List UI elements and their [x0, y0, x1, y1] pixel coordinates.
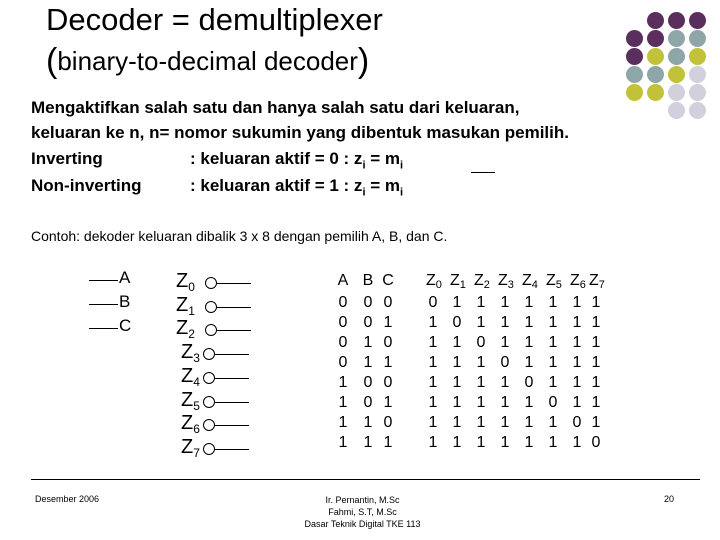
- inverting-eq: = m: [365, 149, 400, 168]
- truth-table-cell: 1: [524, 434, 534, 451]
- truth-table-cell: 1: [548, 414, 558, 431]
- truth-table-cell: 1: [548, 434, 558, 451]
- noninverting-z-sub: i: [362, 186, 366, 199]
- output-base: Z: [181, 388, 194, 411]
- truth-table-output-header: [498, 272, 514, 291]
- truth-table-cell: 0: [548, 394, 558, 411]
- truth-table-cell: 1: [524, 394, 534, 411]
- truth-table-cell: 1: [524, 294, 534, 311]
- noninverting-eq: = m: [365, 176, 400, 195]
- output-subscript: 4: [193, 374, 200, 389]
- truth-table-cell: 1: [383, 434, 393, 451]
- truth-table-cell: 1: [591, 354, 601, 371]
- truth-table-cell: 1: [452, 354, 462, 371]
- truth-table-cell: 1: [572, 394, 582, 411]
- noninverting-rule-text: : keluaran aktif = 1 : z: [190, 176, 363, 195]
- truth-table-cell: 1: [548, 314, 558, 331]
- header-base: Z: [546, 272, 556, 289]
- decoder-input-label: B: [119, 292, 131, 311]
- header-base: Z: [474, 272, 484, 289]
- truth-table-cell: 1: [500, 414, 510, 431]
- output-subscript: 6: [193, 422, 200, 437]
- truth-table-cell: 0: [383, 334, 393, 351]
- truth-table-cell: 1: [452, 374, 462, 391]
- truth-table-cell: 1: [338, 394, 348, 411]
- truth-table-cell: 1: [338, 414, 348, 431]
- truth-table-cell: 1: [500, 334, 510, 351]
- inverting-z-sub: i: [362, 159, 366, 172]
- truth-table-cell: 1: [428, 434, 438, 451]
- truth-table-cell: 1: [338, 374, 348, 391]
- truth-table-cell: 0: [591, 434, 601, 451]
- truth-table-cell: 0: [383, 414, 393, 431]
- header-base: Z: [450, 272, 460, 289]
- truth-table-cell: 1: [500, 314, 510, 331]
- truth-table-cell: 0: [338, 334, 348, 351]
- truth-table-cell: 1: [452, 334, 462, 351]
- output-subscript: 2: [188, 327, 195, 342]
- truth-table-cell: 1: [363, 434, 373, 451]
- truth-table-cell: 1: [476, 374, 486, 391]
- truth-table-cell: 1: [363, 354, 373, 371]
- header-base: Z: [522, 272, 532, 289]
- truth-table-cell: 1: [572, 334, 582, 351]
- truth-table-cell: 1: [572, 314, 582, 331]
- truth-table-output-header: [474, 272, 490, 291]
- truth-table-output-header: [450, 272, 466, 291]
- truth-table-cell: 0: [338, 294, 348, 311]
- header-base: Z: [498, 272, 508, 289]
- truth-table-cell: 1: [591, 294, 601, 311]
- truth-table-cell: 1: [591, 374, 601, 391]
- truth-table-cell: 1: [572, 294, 582, 311]
- truth-table-cell: 1: [572, 374, 582, 391]
- header-subscript: 1: [459, 279, 466, 291]
- output-base: Z: [176, 317, 189, 340]
- decoder-input-label: A: [119, 268, 131, 287]
- truth-table-cell: 0: [363, 294, 373, 311]
- footer-author-line-1: Ir. Pernantin, M.Sc: [325, 495, 400, 505]
- description-line-2: keluaran ke n, n= nomor sukumin yang dibentuk masukan pemilih.: [31, 123, 569, 142]
- truth-table-cell: 1: [548, 294, 558, 311]
- truth-table-output-header: [589, 272, 605, 291]
- truth-table-cell: 0: [500, 354, 510, 371]
- truth-table-cell: 1: [572, 354, 582, 371]
- truth-table-cell: 0: [452, 314, 462, 331]
- truth-table-input-header: B: [362, 272, 374, 289]
- output-base: Z: [181, 412, 194, 435]
- truth-table-cell: 1: [524, 334, 534, 351]
- footer-divider: [31, 479, 700, 480]
- truth-table-cell: 1: [383, 314, 393, 331]
- truth-table-cell: 1: [500, 434, 510, 451]
- truth-table-cell: 1: [476, 394, 486, 411]
- output-subscript: 3: [193, 351, 200, 366]
- truth-table-cell: 1: [591, 334, 601, 351]
- page-number: 20: [664, 494, 675, 504]
- truth-table-cell: 0: [383, 374, 393, 391]
- truth-table-cell: 1: [476, 434, 486, 451]
- truth-table-cell: 1: [476, 294, 486, 311]
- header-subscript: 0: [435, 279, 442, 291]
- truth-table-cell: 1: [548, 354, 558, 371]
- truth-table-cell: 1: [524, 314, 534, 331]
- truth-table-cell: 1: [428, 334, 438, 351]
- truth-table-cell: 0: [338, 354, 348, 371]
- slide-title: Decoder = demultiplexer: [46, 2, 383, 37]
- example-text: Contoh: dekoder keluaran dibalik 3 x 8 dengan pemilih A, B, dan C.: [31, 228, 448, 244]
- header-subscript: 3: [507, 279, 514, 291]
- footer-author-line-2: Fahmi, S.T, M.Sc: [328, 507, 397, 517]
- header-base: Z: [589, 272, 599, 289]
- truth-table-cell: 1: [338, 434, 348, 451]
- header-subscript: 7: [598, 279, 605, 291]
- output-subscript: 0: [188, 280, 195, 294]
- truth-table-cell: 1: [383, 354, 393, 371]
- truth-table-cell: 1: [452, 394, 462, 411]
- decoder-input-label: C: [119, 316, 132, 335]
- truth-table-cell: 0: [338, 314, 348, 331]
- inverting-rule-text: : keluaran aktif = 0 : z: [190, 149, 363, 168]
- truth-table-cell: 1: [476, 314, 486, 331]
- truth-table-cell: 1: [452, 294, 462, 311]
- truth-table-cell: 1: [500, 294, 510, 311]
- truth-table-cell: 1: [572, 434, 582, 451]
- truth-table-input-header: C: [382, 272, 394, 289]
- subtitle-open-paren: (: [46, 42, 58, 80]
- truth-table-cell: 1: [591, 394, 601, 411]
- truth-table-cell: 1: [548, 374, 558, 391]
- inverting-m-sub: i: [400, 159, 404, 172]
- output-base: Z: [181, 435, 194, 458]
- truth-table-cell: 0: [524, 374, 534, 391]
- truth-table-cell: 1: [524, 354, 534, 371]
- truth-table-cell: 1: [452, 434, 462, 451]
- truth-table-cell: 0: [383, 294, 393, 311]
- noninverting-m-sub: i: [400, 186, 404, 199]
- footer-author-line-3: Dasar Teknik Digital TKE 113: [304, 519, 421, 529]
- truth-table-output-header: [546, 272, 562, 291]
- header-base: Z: [426, 272, 436, 289]
- truth-table-cell: 0: [363, 394, 373, 411]
- truth-table-cell: 1: [591, 314, 601, 331]
- truth-table-cell: 0: [572, 414, 582, 431]
- header-subscript: 2: [483, 279, 490, 291]
- output-subscript: 1: [188, 303, 195, 318]
- output-base: Z: [181, 364, 194, 387]
- truth-table-cell: 1: [476, 414, 486, 431]
- truth-table-cell: 1: [428, 394, 438, 411]
- truth-table-cell: 1: [428, 414, 438, 431]
- output-base: Z: [176, 270, 189, 292]
- truth-table-cell: 0: [363, 374, 373, 391]
- output-base: Z: [181, 341, 194, 364]
- output-subscript: 7: [193, 445, 200, 460]
- output-base: Z: [176, 293, 189, 316]
- truth-table-input-header: A: [337, 272, 349, 289]
- truth-table-output-header: [570, 272, 586, 291]
- truth-table-cell: 1: [452, 414, 462, 431]
- footer-date: Desember 2006: [35, 494, 100, 504]
- subtitle-close-paren: ): [357, 42, 370, 80]
- header-subscript: 4: [531, 279, 538, 291]
- truth-table-output-header: [522, 272, 538, 291]
- description-line-1: Mengaktifkan salah satu dan hanya salah satu dari keluaran,: [31, 98, 520, 117]
- truth-table-cell: 0: [363, 314, 373, 331]
- truth-table-cell: 1: [500, 394, 510, 411]
- truth-table-cell: 1: [524, 414, 534, 431]
- footer-author: [290, 494, 435, 530]
- header-base: Z: [570, 272, 580, 289]
- header-subscript: 5: [555, 279, 562, 291]
- output-subscript: 5: [193, 398, 200, 413]
- truth-table-cell: 0: [428, 294, 438, 311]
- truth-table-cell: 1: [500, 374, 510, 391]
- truth-table-cell: 1: [476, 354, 486, 371]
- truth-table-cell: 1: [548, 334, 558, 351]
- truth-table-cell: 1: [428, 354, 438, 371]
- truth-table-cell: 1: [363, 334, 373, 351]
- subtitle-text: binary-to-decimal decoder: [57, 46, 358, 76]
- truth-table-cell: 1: [591, 414, 601, 431]
- header-subscript: 6: [579, 279, 586, 291]
- truth-table-output-header: [426, 272, 442, 291]
- truth-table-cell: 1: [383, 394, 393, 411]
- inverting-label: Inverting: [31, 149, 103, 168]
- truth-table-cell: 1: [428, 314, 438, 331]
- truth-table-cell: 1: [363, 414, 373, 431]
- truth-table-cell: 0: [476, 334, 486, 351]
- noninverting-label: Non-inverting: [31, 176, 142, 195]
- truth-table-cell: 1: [428, 374, 438, 391]
